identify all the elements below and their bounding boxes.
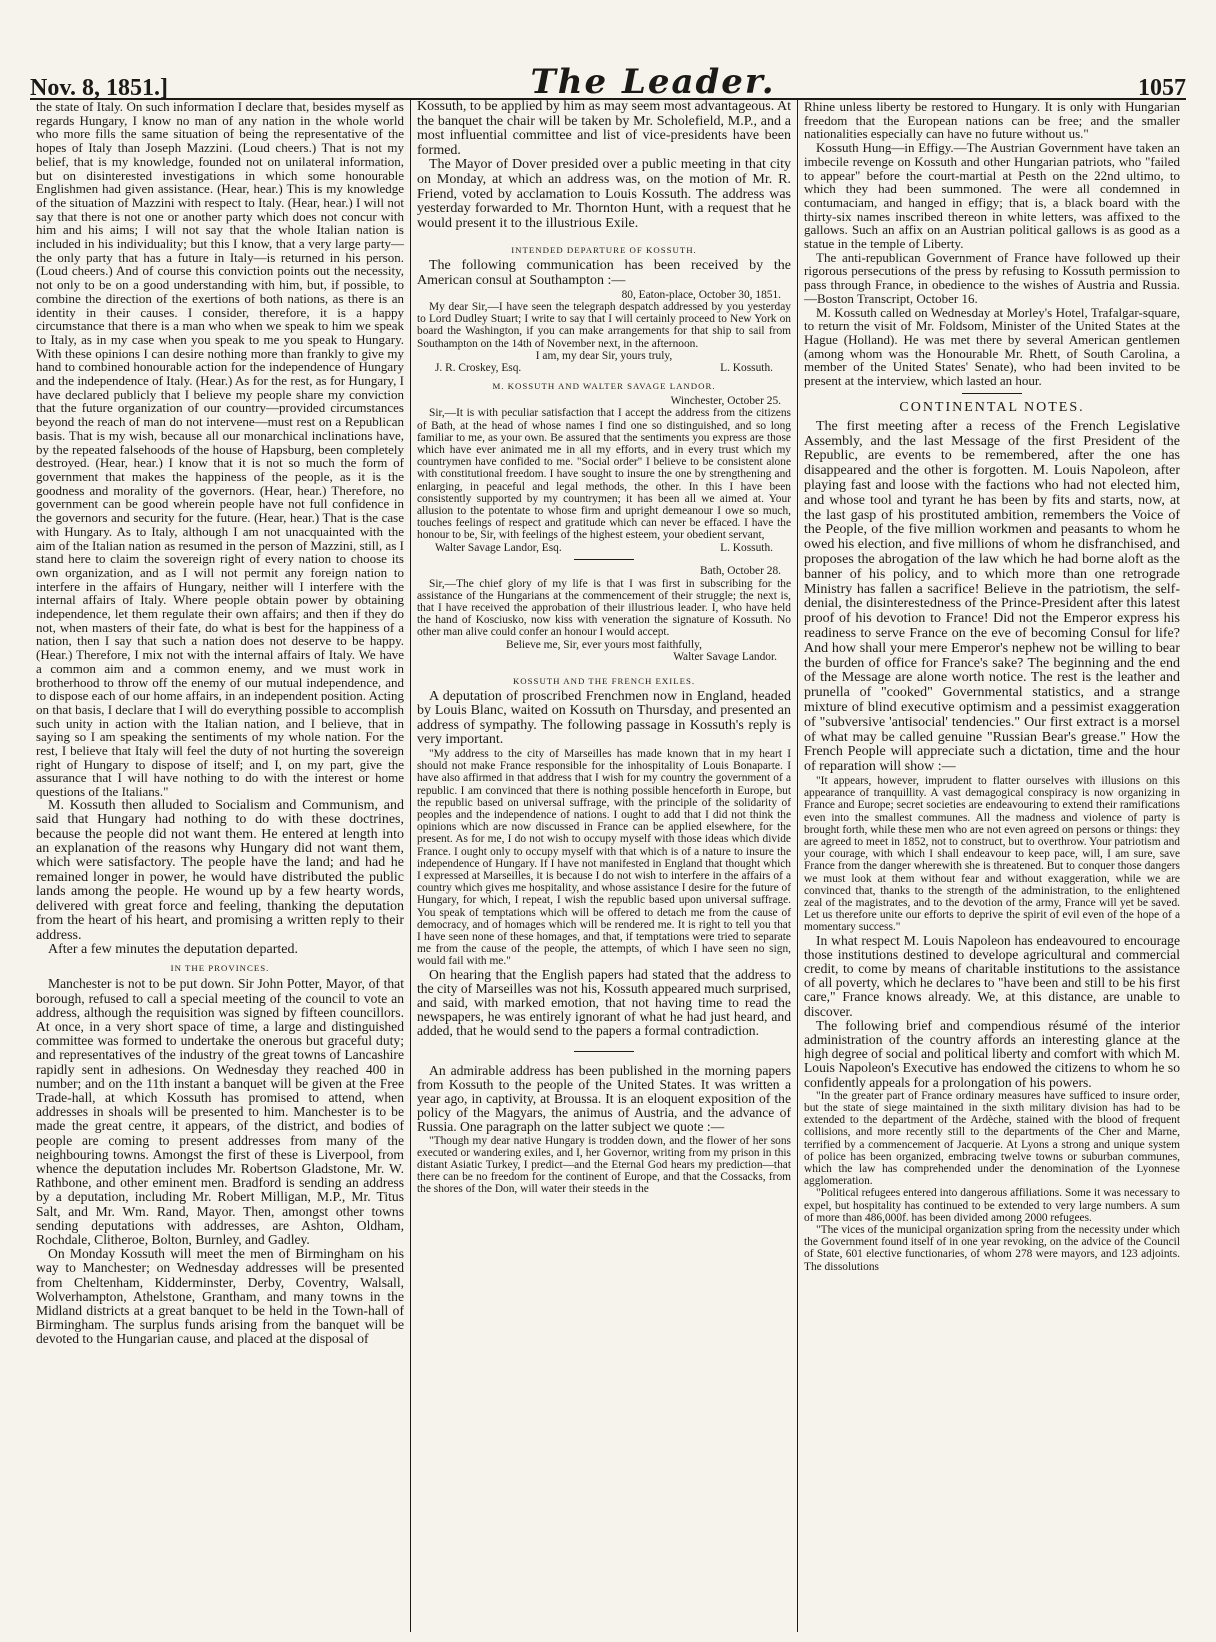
newspaper-title: The Leader.	[530, 62, 776, 102]
paragraph: On Monday Kossuth will meet the men of Birmingham on his way to Manchester; on Wednesday addresses will be presented from Cheltenham, Kidderminster, Derby, Coventry, Walsall, Wolverhampton, Athelstone, Grantham, and many towns in the Midland districts at a great banquet to be held in the Town-hall of Birmingham. The surplus funds arising from the banquet will be devoted to the Hungarian cause, and placed at the disposal of	[36, 1246, 404, 1347]
section-heading: KOSSUTH AND THE FRENCH EXILES.	[512, 675, 696, 686]
paragraph: The anti-republican Government of France have followed up their rigorous persecutions of the press by refusing to Kossuth permission to pass through France, in obedience to the wishes of Austria and Russia.—Boston Transcript, October 16.	[804, 249, 1180, 306]
section-heading: INTENDED DEPARTURE OF KOSSUTH.	[511, 245, 697, 256]
divider	[574, 559, 634, 560]
signatory: Walter Savage Landor.	[673, 651, 777, 664]
paragraph: My dear Sir,—I have seen the telegraph despatch addressed by you yesterday to Lord Dudley Stuart; I write to say that I will certainly proceed to New York on board the Washington, if you can make arrangements for that ship to sail from Southampton on the 14th of November next, in the afternoon.	[417, 301, 791, 350]
paragraph: M. Kossuth called on Wednesday at Morley's Hotel, Trafalgar-square, to return the visit of Mr. Foldsom, Minister of the United States at the Hague (Holland). He was met there by several American gentlemen (among whom was the Honourable Mr. Rhett, of South Carolina, a member of the United States' Senate), who had been invited to be present at the interview, which lasted an hour.	[804, 304, 1180, 389]
letter-dateline: Winchester, October 25.	[670, 394, 781, 407]
paragraph: Sir,—It is with peculiar satisfaction that I accept the address from the citizens of Bath, at the head of whose names I find one so distinguished, and so long familiar to me, as your own. Be assured that the sentiments you express are those which have ever animated me in all my efforts, and in every trust which my countrymen have confided to me. "Social order" I believe to be consistent alone with constitutional freedom. I have sought to insure the one by strengthening and enlarging, in peaceful and legal methods, the other. In this I have been consistently supported by my countrymen; it has been all we aimed at. Your allusion to the potentate to whose firm and upright demeanour I owe so much, touches feelings of respect and gratitude which can never be effaced. I have the honour to be, Sir, with feelings of the highest esteem, your obedient servant,	[417, 407, 791, 542]
letter-closing: Believe me, Sir, ever yours most faithfully,	[506, 638, 702, 651]
paragraph: the state of Italy. On such information I declare that, besides myself as regards Hungary, I know no man of any nation in the whole world who more fills the same situation of being the representative of the hopes of Italy than Joseph Mazzini. (Loud cheers.) That is not my belief, that is my knowledge, founded not on unilateral information, but on disinterested investigations in which some honourable Englishmen had given assistance. (Hear, hear.) This is my knowledge of the situation of Mazzini with respect to Italy. (Hear, hear.) I will not say that there is not one or another party which does not concur with him and his aims; I will not say that the whole Italian nation is included in his individuality; but this I know, that a very large party—the only party that has a future in Italy—is returned in his person. (Loud cheers.) And of course this conviction points out the necessity, not only to be on a good understanding with him, but, if possible, to combine the direction of the exertions of both nations, as there is an identity in their causes. I consider, therefore, it is a happy circumstance that there is a man who when we speak to him we speak to Italy, as in my case when you speak to me you speak to Hungary. With these opinions I can desire nothing more than frankly to give my hand to combined honourable action for the independence of Hungary and the independence of Italy. (Hear.) As for the rest, as for Hungary, I have declared publicly that I believe my people share my conviction that the future organization of our country—provided circumstances beyond the reach of man do not intervene—must rest on a Republican basis. That is my wish, because all our monarchical inclinations have, by the repeated falsehoods of the house of Hapsburg, been completely destroyed. (Hear, hear.) I know that it is not so much the form of government that makes the happiness of the people, as it is the goodness and morality of the governors. (Hear, hear.) Therefore, no government can be good wherein people have not full confidence in the governors and security for the future. (Hear, hear.) That is the case with Hungary. As to Italy, although I am not unacquainted with the aim of the Italian nation as resumed in the person of Mazzini, still, as I stand here to claim the sovereign right of every nation to choose its own organization, and as I will not permit any foreign nation to interfere in the affairs of Hungary, neither will I interfere with the internal affairs of Italy. Where people obtain power by obtaining independence, let them regulate their own affairs; and then if they do not, when masters of their fate, do what is best for the happiness of a nation, then I say that such a nation does not deserve to be happy. (Hear.) Therefore, I mix not with the internal affairs of Italy. We have a common aim and a common enemy, and we must work in brotherhood to throw off the enemy of our mutual independence, and to dispose each of our home affairs, in an independent position. Acting on that basis, I declare that I will do everything possible to accomplish such unity in action with the Italian nation, and I believe, that in saying so I am speaking the sentiments of my whole nation. For the rest, I believe that Italy will feel the duty of not hurting the sovereign right of Hungary to dispose of itself; and I, on my part, give the assurance that I will have nothing to do with the interest or home questions of the Italians."	[36, 100, 404, 800]
page-number: 1057	[1138, 75, 1186, 101]
addressee: J. R. Croskey, Esq.	[435, 362, 522, 375]
paragraph: Rhine unless liberty be restored to Hungary. It is only with Hungarian freedom that the European nations can be free; and the smaller nationalities especially can have no future without us."	[804, 100, 1180, 142]
paragraph: After a few minutes the deputation departed.	[48, 941, 298, 957]
paragraph: The first meeting after a recess of the French Legislative Assembly, and the last Message of the first President of the Republic, are events to be remembered, after the one has disappeared and the other is forgotten. M. Louis Napoleon, after playing fast and loose with the factions who had not elected him, and whose tool and tyrant he has been by fits and starts, now, at the last gasp of his prostituted ambition, remembers the Voice of the People, of the five million workmen and peasants to whom he owed his election, and five millions of whom he disfranchised, and proposes the abrogation of the law which he had borne aloft as the banner of his policy, and to which more than one retrograde Ministry has fallen a sacrifice! Believe in the patriotism, the self-denial, the disinterestedness of the Prince-President after this latest proof of his devotion to France! Did not the Emperor express his readiness to serve France on the eve of becoming Consul for life? And how shall your mere Emperor's nephew not be willing to bear the burden of office for France's sake? The beginning and the end of the Message are alone worth notice. The rest is the leather and prunella of "cooked" Governmental statistics, and a strange mixture of blind executive optimism and a pessimist exaggeration of "subversive 'antisocial' tendencies." Our first extract is a morsel of what may be called genuine "Russian Bear's grease." How the French People will appreciate such a dictation, time and the hour of reparation will show :—	[804, 418, 1180, 775]
issue-date: Nov. 8, 1851.]	[30, 75, 168, 101]
paragraph: An admirable address has been published in the morning papers from Kossuth to the people of the United States. It was written a year ago, in captivity, at Broussa. It is an eloquent exposition of the policy of the Magyars, the animus of Austria, and the advance of Russia. One paragraph on the latter subject we quote :—	[417, 1062, 791, 1135]
section-heading: IN THE PROVINCES.	[170, 963, 270, 974]
paragraph: The following brief and compendious résumé of the interior administration of the country affords an interesting glance at the high degree of social and political liberty and comfort with which M. Louis Napoleon's Executive has endowed the citizens to whom he so confidently appeals for a prolongation of his powers.	[804, 1017, 1180, 1090]
column-1	[30, 100, 410, 1632]
paragraph: "It appears, however, imprudent to flatter ourselves with illusions on this appearance of tranquillity. A vast demagogical conspiracy is now organizing in France and Europe; secret societies are endeavouring to extend their ramifications even into the smallest communes. All the madness and violence of party is brought forth, while these men who are not even agreed on persons or things: they are agreed to meet in 1852, not to construct, but to overthrow. Your patriotism and your courage, with which I shall endeavour to keep pace, will, I am sure, save France from the danger wherewith she is threatened. But to conquer those dangers we must look at them without fear and without exaggeration, while we are convinced that, thanks to the strength of the administration, to the enlightened zeal of the magistrates, and to the devotion of the army, France will yet be saved. Let us therefore unite our efforts to deprive the spirit of evil even of the hope of a momentary success."	[804, 774, 1180, 934]
letter-dateline: 80, Eaton-place, October 30, 1851.	[621, 288, 781, 301]
divider	[574, 1051, 634, 1052]
paragraph: M. Kossuth then alluded to Socialism and Communism, and said that Hungary had nothing to do with these doctrines, because the people did not want them. He entered at length into an explanation of the reasons why Hungary did not want them, which were satisfactory. The people have the land; and had he remained longer in power, he would have distributed the public lands among the people. He wound up by a few hearty words, delivered with great force and feeling, thanking the deputation from the heart of his heart, and promising a written reply to their address.	[36, 797, 404, 943]
paragraph: "The vices of the municipal organization spring from the necessity under which the Government found itself of in one year revoking, on the advice of the Council of State, 601 elective functionaries, of whom 278 were mayors, and 123 adjoints. The dissolutions	[804, 1224, 1180, 1273]
masthead	[30, 62, 1186, 102]
column-3	[798, 100, 1186, 1632]
divider	[962, 393, 1022, 394]
paragraph: "Political refugees entered into dangerous affiliations. Some it was necessary to expel, but hospitality has continued to be extended to very large numbers. A sum of more than 486,000f. has been divided among 2000 refugees.	[804, 1187, 1180, 1224]
section-heading: CONTINENTAL NOTES.	[899, 399, 1085, 415]
signatory: L. Kossuth.	[720, 362, 773, 375]
column-2	[410, 100, 798, 1632]
paragraph: Kossuth, to be applied by him as may seem most advantageous. At the banquet the chair will be taken by Mr. Scholefield, M.P., and a most influential committee and list of vice-presidents have been formed.	[417, 100, 791, 158]
section-heading: M. KOSSUTH AND WALTER SAVAGE LANDOR.	[492, 380, 716, 391]
signatory: L. Kossuth.	[720, 541, 773, 554]
signature-line	[417, 542, 791, 555]
paragraph: Sir,—The chief glory of my life is that I was first in subscribing for the assistance of the Hungarians at the commencement of their struggle; the next is, that I have received the approbation of their illustrious leader. I, who have held the hand of Kosciusko, now kiss with veneration the signature of Kossuth. No other man alive could confer an honour I would accept.	[417, 577, 791, 639]
paragraph: Kossuth Hung—in Effigy.—The Austrian Government have taken an imbecile revenge on Kossuth and other Hungarian patriots, who "failed to appear" before the court-martial at Pesth on the 22nd ultimo, to which they had been summoned. The were all condemned in contumaciam, and hanged in effigy; that is, a black board with the thirty-six names inscribed thereon in white letters, was affixed to the gallows. Such an affix on an Austrian political gallows is as good as a statue in the temple of Liberty.	[804, 140, 1180, 252]
paragraph: The Mayor of Dover presided over a public meeting in that city on Monday, at which an address was, on the motion of Mr. R. Friend, voted by acclamation to Louis Kossuth. The address was yesterday forwarded to Mr. Thornton Hunt, with a request that he would present it to the illustrious Exile.	[417, 157, 791, 231]
columns	[30, 100, 1186, 1632]
paragraph: The following communication has been received by the American consul at Southampton :—	[417, 258, 791, 288]
letter-closing: I am, my dear Sir, yours truly,	[535, 349, 673, 362]
paragraph: "Though my dear native Hungary is trodden down, and the flower of her sons executed or wandering exiles, and I, her Governor, writing from my prison in this distant Asiatic Turkey, I predict—and the Eternal God hears my prediction—that there can be no freedom for the continent of Europe, and that the Cossacks, from the shores of the Don, will water their steeds in the	[417, 1134, 791, 1196]
letter-dateline: Bath, October 28.	[700, 565, 781, 578]
paragraph: "In the greater part of France ordinary measures have sufficed to insure order, but the state of siege maintained in the sixth military division has had to be extended to the department of the Ardèche, stained with the blood of frequent collisions, and more recently still to the departments of the Cher and Marne, terrified by a commencement of Jacquerie. At Lyons a strong and unique system of police has been organized, embracing twelve towns or suburban communes, which the law has comprehended under the denomination of the Lyonnese agglomeration.	[804, 1089, 1180, 1188]
paragraph: "My address to the city of Marseilles has made known that in my heart I should not make France responsible for the inhospitality of Louis Bonaparte. I have also affirmed in that address that I wish for my country the government of a republic. I am convinced that there is nothing possible henceforth in Europe, but the republic based on universal suffrage, with the principle of the solidarity of peoples and the independence of nations. I ought to add that I did not think the opinions which are now discussed in France can be applied elsewhere, for the present. As for me, I do not wish to occupy myself with those ideas which divide France. I ought only to occupy myself with that which is of a nature to insure the independence of Hungary. If I have not manifested in England that thought which I expressed at Marseilles, it is because I do not wish to interfere in the affairs of a country which gives me hospitality, and whose assistance I desire for the future of Hungary, for which, I repeat, I wish the republic based upon universal suffrage. You speak of temptations which will be offered to detach me from the cause of democracy, and of homages which will be rendered me. It is right to tell you that I have seen none of these homages, and that, if temptations were tried to separate me from the cause of the people, the attempts, of which I have seen no sign, would fail with me."	[417, 747, 791, 968]
paragraph: A deputation of proscribed Frenchmen now in England, headed by Louis Blanc, waited on Kossuth on Thursday, and presented an address of sympathy. The following passage in Kossuth's reply is very important.	[417, 688, 791, 748]
addressee: Walter Savage Landor, Esq.	[435, 541, 562, 554]
signature-line	[417, 362, 791, 375]
paragraph: In what respect M. Louis Napoleon has endeavoured to encourage those institutions destined to develope agricultural and commercial credit, to come by means of charitable institutions to the assistance of all poverty, which he declares to "have been and still to be his first care," France knows already. We, at this distance, are unable to discover.	[804, 932, 1180, 1019]
paragraph: Manchester is not to be put down. Sir John Potter, Mayor, of that borough, refused to call a special meeting of the council to vote an address, although the requisition was signed by fifteen councillors. At once, in a very short space of time, a large and distinguished committee was formed to undertake the onerous but graceful duty; and representatives of the industry of the great towns of Lancashire rapidly sent in adhesions. On Wednesday they reached 400 in number; and on the 11th instant a banquet will be given at the Free Trade-hall, at which Kossuth has promised to attend, when addresses in shoals will be presented to him. Manchester is to be made the great centre, it appears, of the district, and bodies of people are coming to present addresses from many of the neighbouring towns. Amongst the first of these is Liverpool, from whence the deputation includes Mr. Robertson Gladstone, Mr. W. Rathbone, and other eminent men. Bradford is sending an address by a deputation, including Mr. Robert Milligan, M.P., Mr. Titus Salt, and Mr. Wm. Rand, Mayor. Then, amongst other towns sending deputations with addresses, are Ashton, Oldham, Rochdale, Clitheroe, Bolton, Burnley, and Gadley.	[36, 976, 404, 1247]
paragraph: On hearing that the English papers had stated that the address to the city of Marseilles was not his, Kossuth appeared much surprised, and said, with marked emotion, that not having time to read the newspapers, he was entirely ignorant of what he had just heard, and added, that he would send to the papers a formal contradiction.	[417, 966, 791, 1039]
